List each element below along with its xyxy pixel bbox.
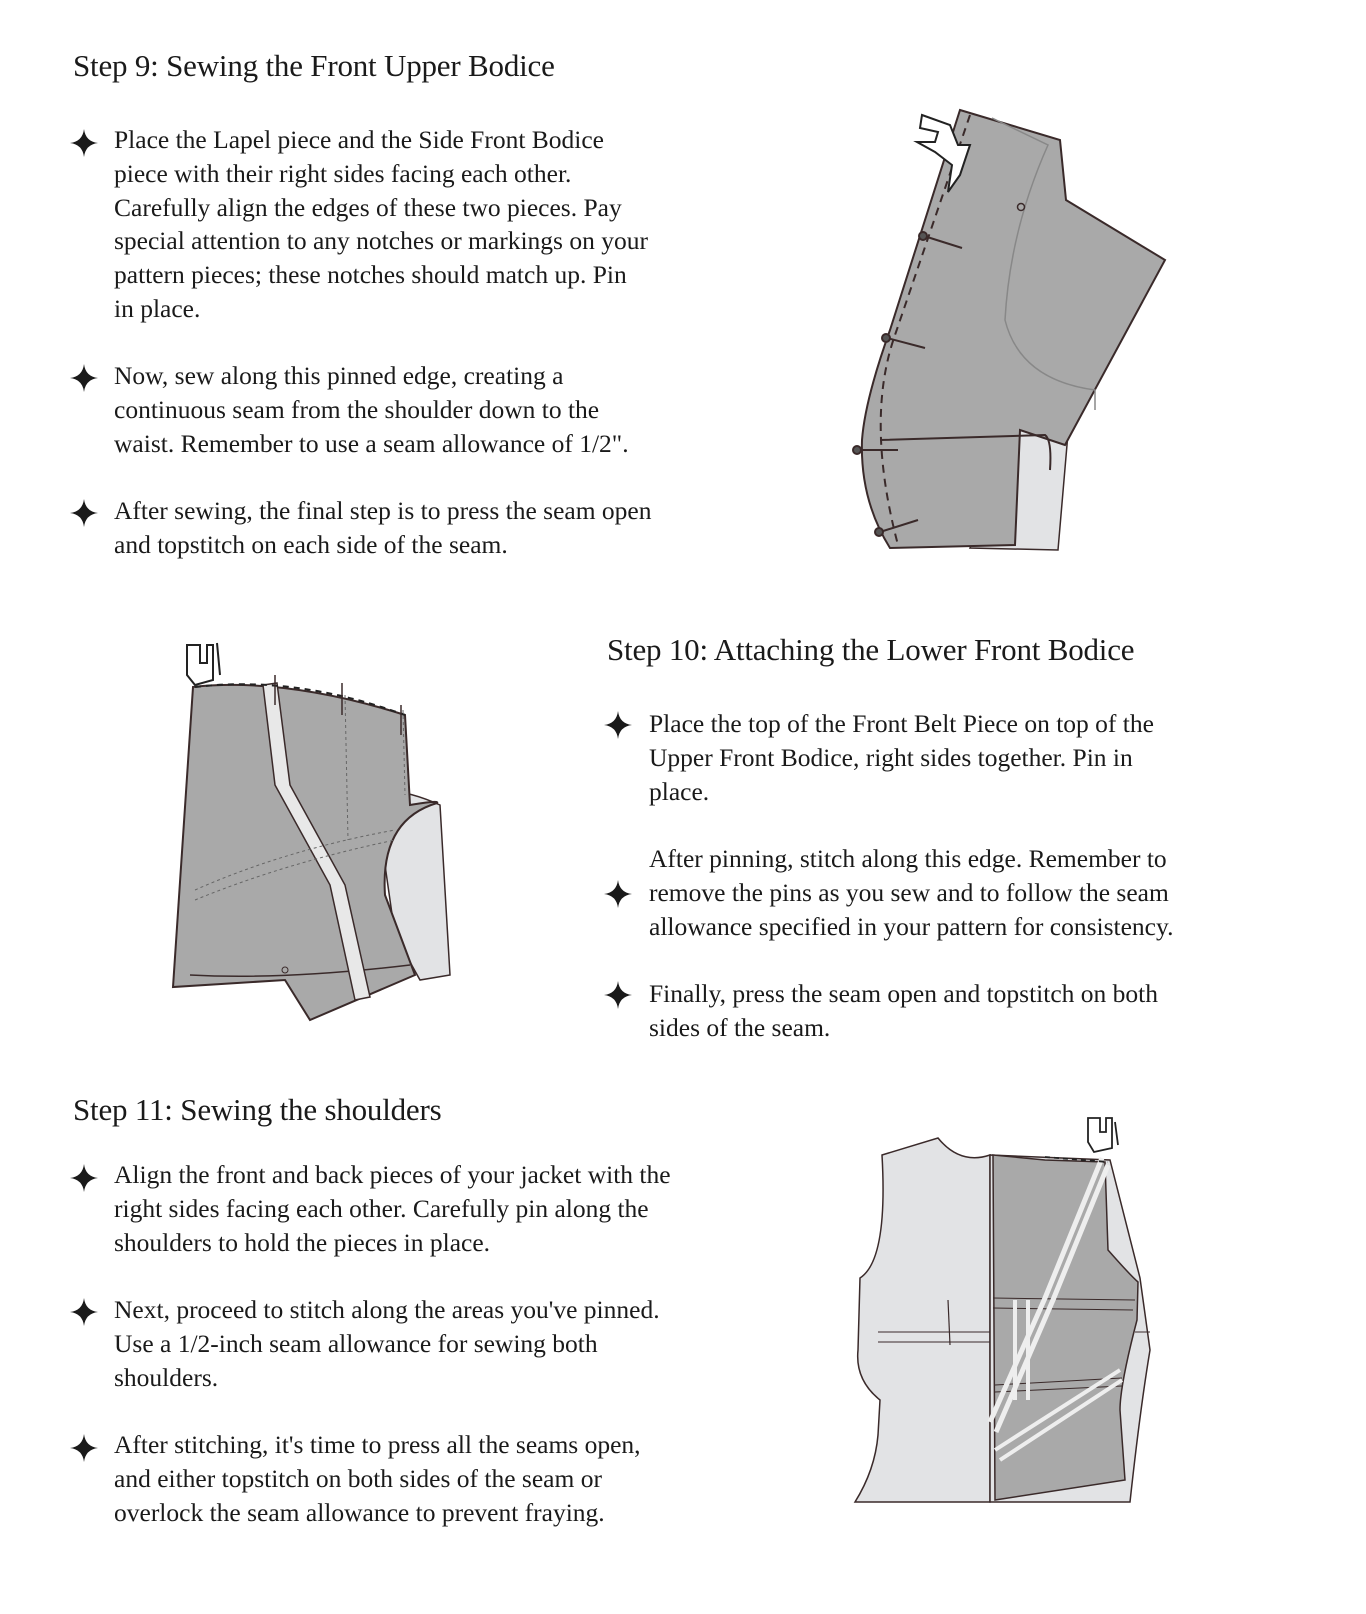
bullet-star-icon: [70, 1164, 98, 1192]
bullet-star-icon: [604, 711, 632, 739]
step-9-bullet-1: Place the Lapel piece and the Side Front Bodice piece with their right sides facing each other. Carefully align the edges of these two pieces. Pay special attention to any notches or markings on your pattern pieces; these notches should match up. Pin in place.: [114, 125, 648, 323]
step-9-bullet-2: Now, sew along this pinned edge, creating a continuous seam from the shoulder down to the waist. Remember to use a seam allowance of 1/2".: [114, 361, 629, 458]
step-11-bullet-1: Align the front and back pieces of your jacket with the right sides facing each other. Carefully pin along the shoulders to hold the pieces in place.: [114, 1160, 671, 1257]
bullet-star-icon: [70, 1434, 98, 1462]
bullet-star-icon: [70, 1298, 98, 1326]
step-11-bullet-3: After stitching, it's time to press all the seams open, and either topstitch on both sides of the seam or overlock the seam allowance to prevent fraying.: [114, 1430, 641, 1527]
bullet-star-icon: [70, 499, 98, 527]
step-10-bullet-2: After pinning, stitch along this edge. Remember to remove the pins as you sew and to follow the seam allowance specified in your pattern for consistency.: [649, 844, 1174, 941]
bullet-star-icon: [604, 981, 632, 1009]
shoulders-illustration: [850, 1110, 1170, 1510]
step-11-bullet-2: Next, proceed to stitch along the areas you've pinned. Use a 1/2-inch seam allowance for sewing both shoulders.: [114, 1295, 660, 1392]
lower-front-bodice-illustration: [165, 635, 455, 1030]
step-9-bullet-3: After sewing, the final step is to press the seam open and topstitch on each side of the seam.: [114, 496, 652, 559]
step-9-heading: Step 9: Sewing the Front Upper Bodice: [73, 48, 555, 83]
bullet-star-icon: [604, 880, 632, 908]
step-10-bullet-3: Finally, press the seam open and topstitch on both sides of the seam.: [649, 979, 1158, 1042]
bullet-star-icon: [70, 129, 98, 157]
step-10-bullet-1: Place the top of the Front Belt Piece on top of the Upper Front Bodice, right sides together. Pin in place.: [649, 709, 1154, 806]
front-upper-bodice-illustration: [820, 100, 1180, 560]
step-11-heading: Step 11: Sewing the shoulders: [73, 1092, 442, 1127]
step-10-heading: Step 10: Attaching the Lower Front Bodice: [607, 632, 1135, 667]
bullet-star-icon: [70, 364, 98, 392]
